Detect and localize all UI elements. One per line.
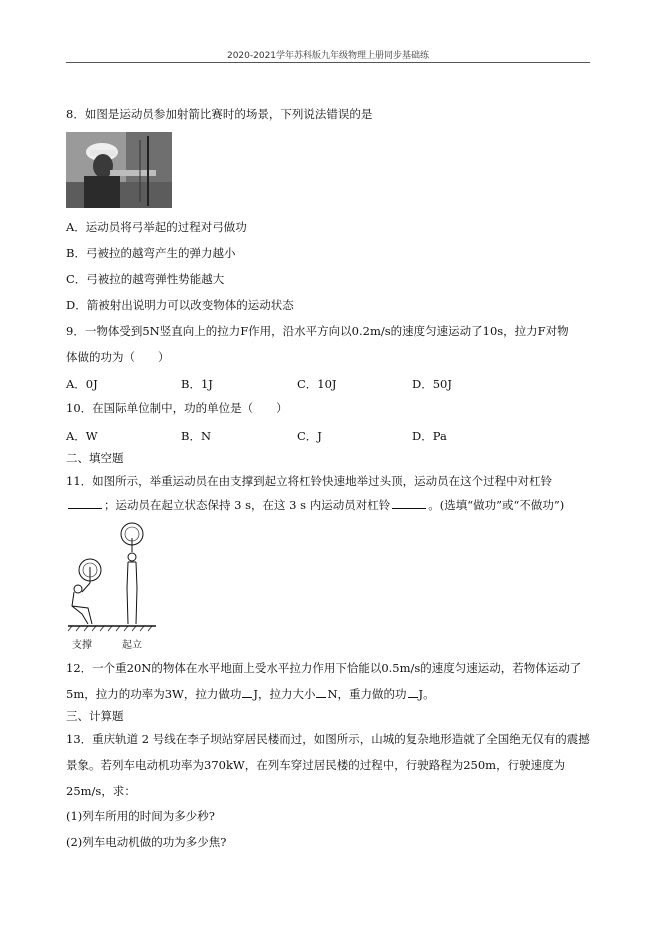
q10-option-c: C．J: [297, 429, 322, 443]
page-header: 2020-2021学年苏科版九年级物理上册同步基础练: [226, 51, 430, 61]
q10-option-b: B．N: [181, 429, 212, 443]
q9-stem-line1: 9．一物体受到5N竖直向上的拉力F作用，沿水平方向以0.2m/s的速度匀速运动了10s，拉力F对物: [66, 324, 569, 338]
q11-blank-2: [392, 498, 426, 509]
q12-text-p3: N，重力做的功: [327, 687, 407, 701]
label-stand: 起立: [122, 640, 142, 651]
q8-option-c: C．弓被拉的越弯弹性势能越大: [66, 272, 225, 286]
q12-text-p4: J。: [418, 687, 435, 701]
q11-stem-line1: 11．如图所示，举重运动员在由支撑到起立将杠铃快速地举过头顶，运动员在这个过程中对杠铃: [66, 474, 553, 488]
header-rule: [66, 62, 590, 63]
q12-blank-2: [316, 687, 326, 698]
q11-stem-line2: [66, 497, 564, 513]
q13-stem-line2: 景象。若列车电动机功率为370kW，在列车穿过居民楼的过程中，行驶路程为250m，行驶速度为: [66, 758, 566, 772]
archery-photo: [66, 132, 172, 208]
q12-text-p2: J，拉力大小: [253, 687, 316, 701]
q9-option-c: C．10J: [297, 377, 337, 391]
q13-stem-line3: 25m/s，求：: [66, 784, 136, 798]
q11-text-2b: 。(选填“做功”或“不做功”): [428, 498, 565, 512]
q12-blank-3: [408, 687, 418, 698]
q9-option-d: D．50J: [412, 377, 452, 391]
q10-option-a: A．W: [66, 429, 98, 443]
weightlifter-figure: [66, 520, 158, 656]
q9-option-a: A．0J: [66, 377, 98, 391]
q8-option-d: D．箭被射出说明力可以改变物体的运动状态: [66, 298, 294, 312]
q12-blank-1: [242, 687, 252, 698]
label-support: 支撑: [72, 640, 92, 651]
q10-option-d: D．Pa: [412, 429, 447, 443]
q12-stem-line2: [66, 686, 435, 702]
q13-stem-line1: 13．重庆轨道 2 号线在李子坝站穿居民楼而过，如图所示，山城的复杂地形造就了全国绝无仅有的震撼: [66, 732, 590, 746]
q12-stem-line1: 12．一个重20N的物体在水平地面上受水平拉力作用下恰能以0.5m/s的速度匀速运动，若物体运动了: [66, 661, 582, 675]
q8-option-b: B．弓被拉的越弯产生的弹力越小: [66, 246, 236, 260]
q10-stem: 10．在国际单位制中，功的单位是（ ）: [66, 401, 288, 415]
section-calc-title: 三、计算题: [66, 709, 124, 723]
section-fill-in-title: 二、填空题: [66, 451, 124, 465]
q9-option-b: B．1J: [181, 377, 213, 391]
q11-blank-1: [68, 498, 102, 509]
q8-option-a: A．运动员将弓举起的过程对弓做功: [66, 220, 247, 234]
q13-sub2: (2)列车电动机做的功为多少焦?: [66, 835, 227, 849]
q13-sub1: (1)列车所用的时间为多少秒?: [66, 809, 215, 823]
q8-stem: 8．如图是运动员参加射箭比赛时的场景，下列说法错误的是: [66, 107, 373, 121]
q11-text-2a: ；运动员在起立状态保持 3 s，在这 3 s 内运动员对杠铃: [104, 498, 391, 512]
q12-text-p1: 5m，拉力的功率为3W，拉力做功: [66, 687, 242, 701]
q9-stem-line2: 体做的功为（ ）: [66, 350, 170, 364]
